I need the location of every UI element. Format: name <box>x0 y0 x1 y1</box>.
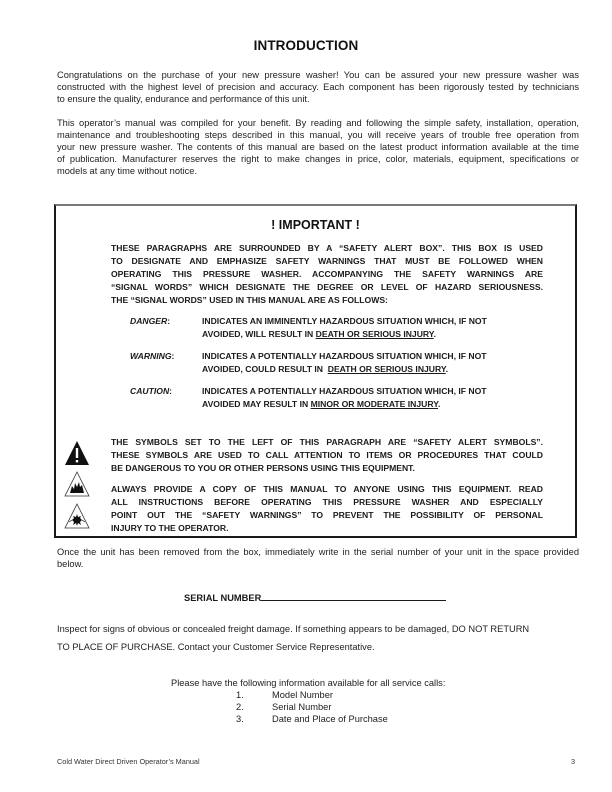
important-heading: ! IMPORTANT ! <box>271 218 360 232</box>
manual-page: INTRODUCTION Congratulations on the purchase of your new pressure washer! You can be assured your new pressure washer was constructed with the highest level of precision and accuracy. Each component has been rigorously tested by technicians to ensure the quality, endurance and performance of this unit. This operator’s manual was compiled for your benefit. By reading and following the simple safety, installation, operation, maintenance and troubleshooting steps described in this manual, you will receive years of trouble free operation from your new pressure washer. The contents of this manual are based on the latest product information available at the time of publication. Manufacturer reserves the right to make changes in price, color, materials, equipment, specifications or models at any time without notice. ! IMPORTANT ! THESE PARAGRAPHS ARE SURROUNDED BY A “SAFETY ALERT BOX”. THIS BOX IS USED TO DESIGNATE AND EMPHASIZE SAFETY WARNINGS THAT MUST BE FOLLOWED WHEN OPERATING THIS PRESSURE WASHER. ACCOMPANYING THE SAFETY WARNINGS ARE “SIGNAL WORDS” WHICH DESIGNATE THE DEGREE OR LEVEL OF HAZARD SERIOUSNESS. THE “SIGNAL WORDS” USED IN THIS MANUAL ARE AS FOLLOWS: DANGER: INDICATES AN IMMINENTLY HAZARDOUS SITUATION WHICH, IF NOT AVOIDED, WILL RESULT IN DEATH OR SERIOUS INJURY. WARNING: INDICATES A POTENTIALLY HAZARDOUS SITUATION WHICH, IF NOT AVOIDED, COULD RESULT IN DEATH OR SERIOUS INJURY. CAUTION: INDICATES A POTENTIALLY HAZARDOUS SITUATION WHICH, IF NOT AVOIDED MAY RESULT IN MINOR OR MODERATE INJURY. THE SYMBOLS SET TO THE LEFT OF THIS PARAGRAPH ARE “SAFETY ALERT SYMBOLS”. THESE SYMBOLS ARE USED TO CALL ATTENTION TO ITEMS OR PROCEDURES THAT COULD BE DANGEROUS TO YOU OR OTHER PERSONS USING THIS EQUIPMENT. ALWAYS PROVIDE A COPY OF THIS MANUAL TO ANYONE USING THIS EQUIPMENT. READ ALL INSTRUCTIONS BEFORE OPERATING THIS PRESSURE WASHER AND ESPECIALLY POINT OUT THE “SAFETY WARNINGS” TO PREVENT THE POSSIBILITY OF PERSONAL INJURY TO THE OPERATOR. Once the unit has been removed from the box, immediately write in the serial number of your unit in the space provided below. SERIAL NUMBER Inspect for signs of obvious or concealed freight damage. If something appears to be damaged, DO NOT RETURN TO PLACE OF PURCHASE. Contact your Customer Service Representative. Please have the following information available for all service calls: 1. Model Number 2. Serial Number 3. Date and Place of Purchase Cold Water Direct Driven Operator’s Manual 3 <box>0 0 612 792</box>
safety-alert-box: ! IMPORTANT ! THESE PARAGRAPHS ARE SURROUNDED BY A “SAFETY ALERT BOX”. THIS BOX IS USED TO DESIGNATE AND EMPHASIZE SAFETY WARNINGS THAT MUST BE FOLLOWED WHEN OPERATING THIS PRESSURE WASHER. ACCOMPANYING THE SAFETY WARNINGS ARE “SIGNAL WORDS” WHICH DESIGNATE THE DEGREE OR LEVEL OF HAZARD SERIOUSNESS. THE “SIGNAL WORDS” USED IN THIS MANUAL ARE AS FOLLOWS: DANGER: INDICATES AN IMMINENTLY HAZARDOUS SITUATION WHICH, IF NOT AVOIDED, WILL RESULT IN DEATH OR SERIOUS INJURY. WARNING: INDICATES A POTENTIALLY HAZARDOUS SITUATION WHICH, IF NOT AVOIDED, COULD RESULT IN DEATH OR SERIOUS INJURY. CAUTION: INDICATES A POTENTIALLY HAZARDOUS SITUATION WHICH, IF NOT AVOIDED MAY RESULT IN MINOR OR MODERATE INJURY. THE SYMBOLS SET TO THE LEFT OF THIS PARAGRAPH ARE “SAFETY ALERT SYMBOLS”. THESE SYMBOLS ARE USED TO CALL ATTENTION TO ITEMS OR PROCEDURES THAT COULD BE DANGEROUS TO YOU OR OTHER PERSONS USING THIS EQUIPMENT. ALWAYS PROVIDE A COPY OF THIS MANUAL TO ANYONE USING THIS EQUIPMENT. READ ALL INSTRUCTIONS BEFORE OPERATING THIS PRESSURE WASHER AND ESPECIALLY POINT OUT THE “SAFETY WARNINGS” TO PREVENT THE POSSIBILITY OF PERSONAL INJURY TO THE OPERATOR. <box>54 204 577 538</box>
explosion-hazard-icon <box>64 503 90 529</box>
serial-number-field[interactable] <box>184 591 446 603</box>
alert-intro-paragraph: THESE PARAGRAPHS ARE SURROUNDED BY A “SAFETY ALERT BOX”. THIS BOX IS USED TO DESIGNATE AND EMPHASIZE SAFETY WARNINGS THAT MUST BE FOLLOWED WHEN OPERATING THIS PRESSURE WASHER. ACCOMPANYING THE SAFETY WARNINGS ARE “SIGNAL WORDS” WHICH DESIGNATE THE DEGREE OR LEVEL OF HAZARD SERIOUSNESS. THE “SIGNAL WORDS” USED IN THIS MANUAL ARE AS FOLLOWS: <box>111 243 543 305</box>
safety-symbols-paragraph: THE SYMBOLS SET TO THE LEFT OF THIS PARAGRAPH ARE “SAFETY ALERT SYMBOLS”. THESE SYMBOLS ARE USED TO CALL ATTENTION TO ITEMS OR PROCEDURES THAT COULD BE DANGEROUS TO YOU OR OTHER PERSONS USING THIS EQUIPMENT. <box>111 437 543 473</box>
intro-paragraph-1: Congratulations on the purchase of your new pressure washer! You can be assured your new pressure washer was constructed with the highest level of precision and accuracy. Each component has been rigorously tested by technicians to ensure the quality, endurance and performance of this unit. <box>57 70 579 104</box>
freight-damage-paragraph: Inspect for signs of obvious or concealed freight damage. If something appears to be damaged, DO NOT RETURN TO PLACE OF PURCHASE. Contact your Customer Service Representative. <box>57 624 530 652</box>
signal-word-label: DANGER <box>130 316 168 326</box>
service-calls-intro: Please have the following information available for all service calls: <box>171 678 446 688</box>
footer-page-number: 3 <box>571 757 576 766</box>
serial-instruction-paragraph: Once the unit has been removed from the box, immediately write in the serial number of your unit in the space provided below. <box>57 547 579 569</box>
page-title: INTRODUCTION <box>253 38 359 53</box>
signal-word-label: CAUTION <box>130 386 170 396</box>
footer-manual-name: Cold Water Direct Driven Operator’s Manual <box>57 757 200 766</box>
intro-paragraph-2: This operator’s manual was compiled for your benefit. By reading and following the simple safety, installation, operation, maintenance and troubleshooting steps described in this manual, you will receive years of trouble free operation from your new pressure washer. The contents of this manual are based on the latest product information available at the time of publication. Manufacturer reserves the right to make changes in price, color, materials, equipment, specifications or models at any time without notice. <box>57 118 579 176</box>
serial-number-label: SERIAL NUMBER <box>184 593 262 603</box>
signal-word-label: WARNING <box>130 351 172 361</box>
fire-hazard-icon <box>64 471 90 497</box>
serial-number-blank-line[interactable] <box>261 591 446 601</box>
manual-copy-paragraph: ALWAYS PROVIDE A COPY OF THIS MANUAL TO ANYONE USING THIS EQUIPMENT. READ ALL INSTRUCTIONS BEFORE OPERATING THIS PRESSURE WASHER AND ESPECIALLY POINT OUT THE “SAFETY WARNINGS” TO PREVENT THE POSSIBILITY OF PERSONAL INJURY TO THE OPERATOR. <box>111 484 543 533</box>
warning-exclamation-icon <box>64 440 90 466</box>
